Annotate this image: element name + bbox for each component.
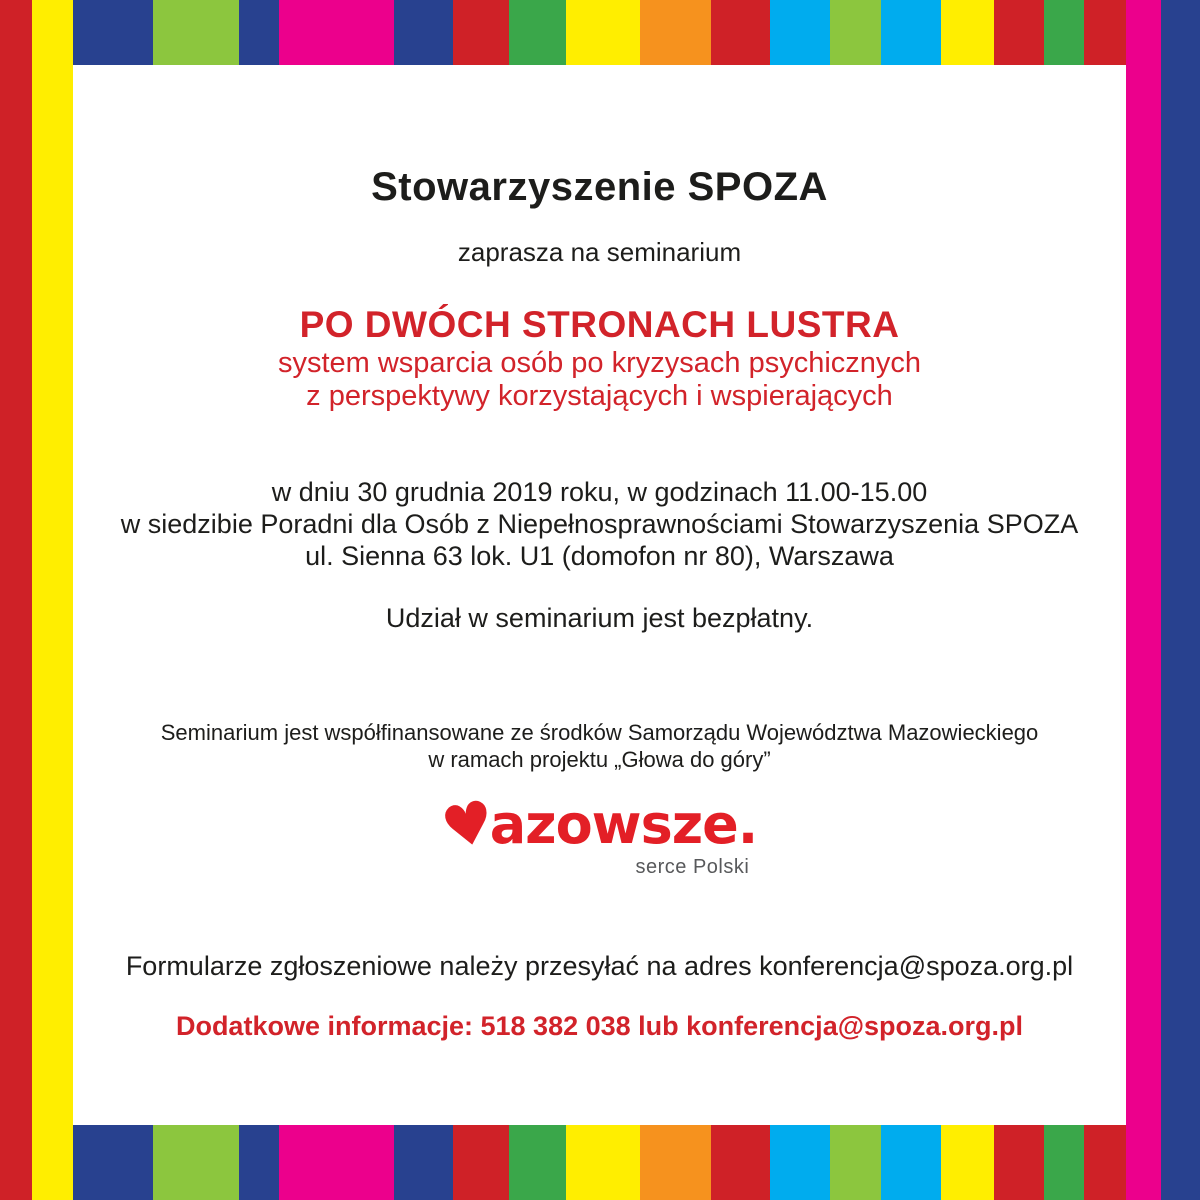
color-stripe xyxy=(1044,0,1084,65)
color-stripe xyxy=(73,0,153,65)
color-stripe xyxy=(279,1125,394,1200)
contact-line: Dodatkowe informacje: 518 382 038 lub konferencja@spoza.org.pl xyxy=(175,1011,1024,1041)
color-stripe xyxy=(640,1125,711,1200)
color-stripe xyxy=(1084,1125,1126,1200)
funding-line1: Seminarium jest współfinansowane ze środków Samorządu Województwa Mazowieckiego xyxy=(160,720,1039,745)
color-stripe xyxy=(453,1125,509,1200)
color-stripe xyxy=(279,0,394,65)
color-stripe xyxy=(1044,1125,1084,1200)
color-stripe xyxy=(239,1125,279,1200)
color-stripe xyxy=(941,0,994,65)
color-stripe xyxy=(770,1125,830,1200)
color-stripe xyxy=(830,1125,881,1200)
color-stripe xyxy=(1084,0,1126,65)
event-details-block xyxy=(73,476,1126,572)
free-participation-line: Udział w seminarium jest bezpłatny. xyxy=(385,603,814,633)
left-border-stripes xyxy=(0,0,73,1200)
event-date-time: w dniu 30 grudnia 2019 roku, w godzinach 11.00-15.00 xyxy=(271,477,928,507)
color-stripe xyxy=(881,0,941,65)
funding-line2: w ramach projektu „Głowa do góry” xyxy=(428,747,771,772)
mazowsze-wordmark: azowsze. xyxy=(489,793,758,856)
color-stripe xyxy=(830,0,881,65)
color-stripe xyxy=(994,0,1044,65)
color-stripe xyxy=(394,1125,453,1200)
top-border-stripes xyxy=(73,0,1126,65)
right-border-stripes xyxy=(1126,0,1200,1200)
color-stripe xyxy=(640,0,711,65)
mazowsze-logotype xyxy=(435,786,758,864)
color-stripe xyxy=(711,0,770,65)
color-stripe xyxy=(73,1125,153,1200)
seminar-subtitle-line1: system wsparcia osób po kryzysach psychicznych xyxy=(277,347,922,379)
color-stripe xyxy=(994,1125,1044,1200)
color-stripe xyxy=(566,1125,640,1200)
color-stripe xyxy=(32,0,73,1200)
mazowsze-logo xyxy=(435,786,758,878)
registration-line: Formularze zgłoszeniowe należy przesyłać na adres konferencja@spoza.org.pl xyxy=(125,951,1074,981)
mazowsze-tagline: serce Polski xyxy=(635,856,750,878)
color-stripe xyxy=(509,0,566,65)
funding-note-block xyxy=(73,719,1126,773)
color-stripe xyxy=(941,1125,994,1200)
color-stripe xyxy=(239,0,279,65)
color-stripe xyxy=(0,0,32,1200)
content-area xyxy=(73,65,1126,1125)
color-stripe xyxy=(394,0,453,65)
color-stripe xyxy=(153,1125,239,1200)
color-stripe xyxy=(711,1125,770,1200)
seminar-subtitle-line2: z perspektywy korzystających i wspierających xyxy=(306,380,893,412)
organization-title: Stowarzyszenie SPOZA xyxy=(371,165,828,209)
seminar-title-block xyxy=(73,303,1126,413)
color-stripe xyxy=(509,1125,566,1200)
seminar-title: PO DWÓCH STRONACH LUSTRA xyxy=(299,304,900,345)
color-stripe xyxy=(566,0,640,65)
color-stripe xyxy=(453,0,509,65)
event-address: ul. Sienna 63 lok. U1 (domofon nr 80), Warszawa xyxy=(305,541,894,571)
color-stripe xyxy=(153,0,239,65)
color-stripe xyxy=(1161,0,1200,1200)
heart-icon: ♥ xyxy=(435,786,500,864)
event-venue: w siedzibie Poradni dla Osób z Niepełnosprawnościami Stowarzyszenia SPOZA xyxy=(120,509,1079,539)
color-stripe xyxy=(881,1125,941,1200)
bottom-border-stripes xyxy=(73,1125,1126,1200)
color-stripe xyxy=(770,0,830,65)
invite-line: zaprasza na seminarium xyxy=(457,237,742,267)
color-stripe xyxy=(1126,0,1161,1200)
